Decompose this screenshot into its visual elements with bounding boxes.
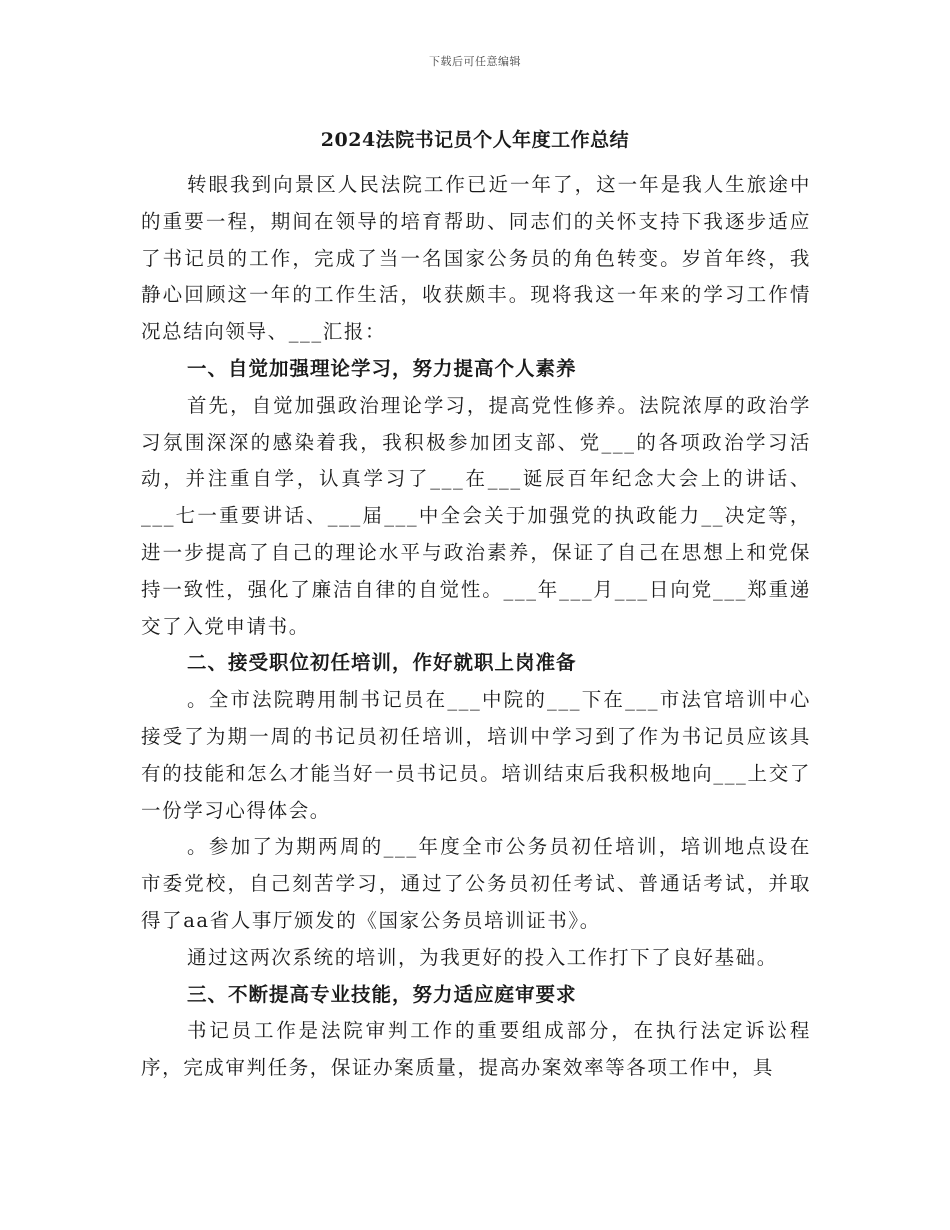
page-header-note: 下载后可任意编辑 <box>429 55 521 68</box>
document-body <box>141 167 811 1087</box>
section-2-paragraph-2: 。参加了为期两周的___年度全市公务员初任培训，培训地点设在市委党校，自己刻苦学习，通过了公务员初任考试、普通话考试，并取得了aa省人事厅颁发的《国家公务员培训证书》。 <box>141 835 811 932</box>
section-2-paragraph-3: 通过这两次系统的培训，为我更好的投入工作打下了良好基础。 <box>187 945 778 969</box>
section-1-paragraph: 首先，自觉加强政治理论学习，提高党性修养。法院浓厚的政治学习氛围深深的感染着我，我积极参加团支部、党___的各项政治学习活动，并注重自学，认真学习了___在___诞辰百年纪念大会上的讲话、___七一重要讲话、___届___中全会关于加强党的执政能力__决定等，进一步提高了自己的理论水平与政治素养，保证了自己在思想上和党保持一致性，强化了廉洁自律的自觉性。___年___月___日向党___郑重递交了入党申请书。 <box>141 393 811 638</box>
intro-paragraph: 转眼我到向景区人民法院工作已近一年了，这一年是我人生旅途中的重要一程，期间在领导的培育帮助、同志们的关怀支持下我逐步适应了书记员的工作，完成了当一名国家公务员的角色转变。岁首年终，我静心回顾这一年的工作生活，收获颇丰。现将我这一年来的学习工作情况总结向领导、___汇报： <box>141 173 811 344</box>
section-heading-1: 一、自觉加强理论学习，努力提高个人素养 <box>187 356 577 380</box>
section-heading-3: 三、不断提高专业技能，努力适应庭审要求 <box>187 982 577 1006</box>
section-2-paragraph-1: 。全市法院聘用制书记员在___中院的___下在___市法官培训中心接受了为期一周的书记员初任培训，培训中学习到了作为书记员应该具有的技能和怎么才能当好一员书记员。培训结束后我积极地向___上交了一份学习心得体会。 <box>141 688 811 822</box>
section-heading-2: 二、接受职位初任培训，作好就职上岗准备 <box>187 651 577 675</box>
section-3-paragraph: 书记员工作是法院审判工作的重要组成部分，在执行法定诉讼程序，完成审判任务，保证办案质量，提高办案效率等各项工作中，具 <box>141 1019 811 1080</box>
document-title: 2024法院书记员个人年度工作总结 <box>320 129 630 151</box>
